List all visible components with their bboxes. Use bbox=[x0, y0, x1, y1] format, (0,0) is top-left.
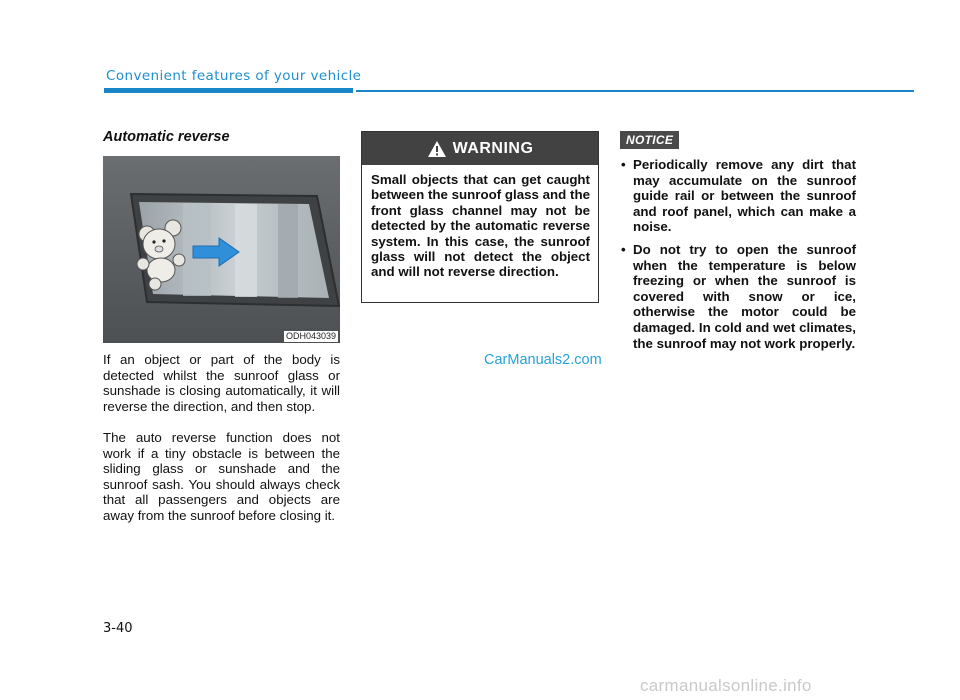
warning-label: WARNING bbox=[452, 139, 534, 157]
sunroof-drawing bbox=[103, 156, 340, 343]
notice-item-text: Do not try to open the sunroof when the temperature is below freezing or when the sunroof is covered with snow or ice, otherwise the motor could be damaged. In cold and wet climates, the sunroof may not work properly. bbox=[633, 241, 856, 351]
notice-list bbox=[618, 157, 856, 358]
bullet-icon: • bbox=[621, 157, 626, 172]
notice-item-text: Periodically remove any dirt that may accumulate on the sunroof guide rail or between the sunroof and roof panel, which can make a noise. bbox=[633, 157, 856, 235]
paragraph-limitations: The auto reverse function does not work if a tiny obstacle is between the sliding glass or sunshade and the sunroof sash. You should always check that all passengers and objects are away from the sunroof before closing it. bbox=[103, 430, 340, 523]
image-code: ODH043039 bbox=[285, 331, 336, 341]
sunroof-illustration bbox=[103, 156, 340, 343]
warning-triangle-icon bbox=[427, 140, 447, 158]
section-heading: Automatic reverse bbox=[103, 129, 230, 145]
notice-badge: NOTICE bbox=[620, 131, 679, 149]
section-header-title: Convenient features of your vehicle bbox=[106, 68, 362, 84]
header-rule bbox=[356, 90, 914, 92]
paragraph-auto-reverse: If an object or part of the body is detected whilst the sunroof glass or sunshade is closing automatically, it will reverse the direction, and then stop. bbox=[103, 352, 340, 414]
notice-item bbox=[618, 242, 856, 351]
footer-watermark: carmanualsonline.info bbox=[640, 676, 812, 695]
warning-text: Small objects that can get caught between the sunroof glass and the front glass channel may not be detected by the automatic reverse system. In this case, the sunroof glass will not detect the object and will not reverse direction. bbox=[371, 172, 590, 280]
bullet-icon: • bbox=[621, 241, 626, 257]
watermark-link[interactable]: CarManuals2.com bbox=[484, 352, 602, 368]
header-accent-bar bbox=[104, 88, 353, 93]
warning-box bbox=[361, 131, 599, 303]
warning-header bbox=[362, 132, 598, 165]
notice-item bbox=[618, 157, 856, 235]
page-number: 3-40 bbox=[103, 621, 133, 636]
